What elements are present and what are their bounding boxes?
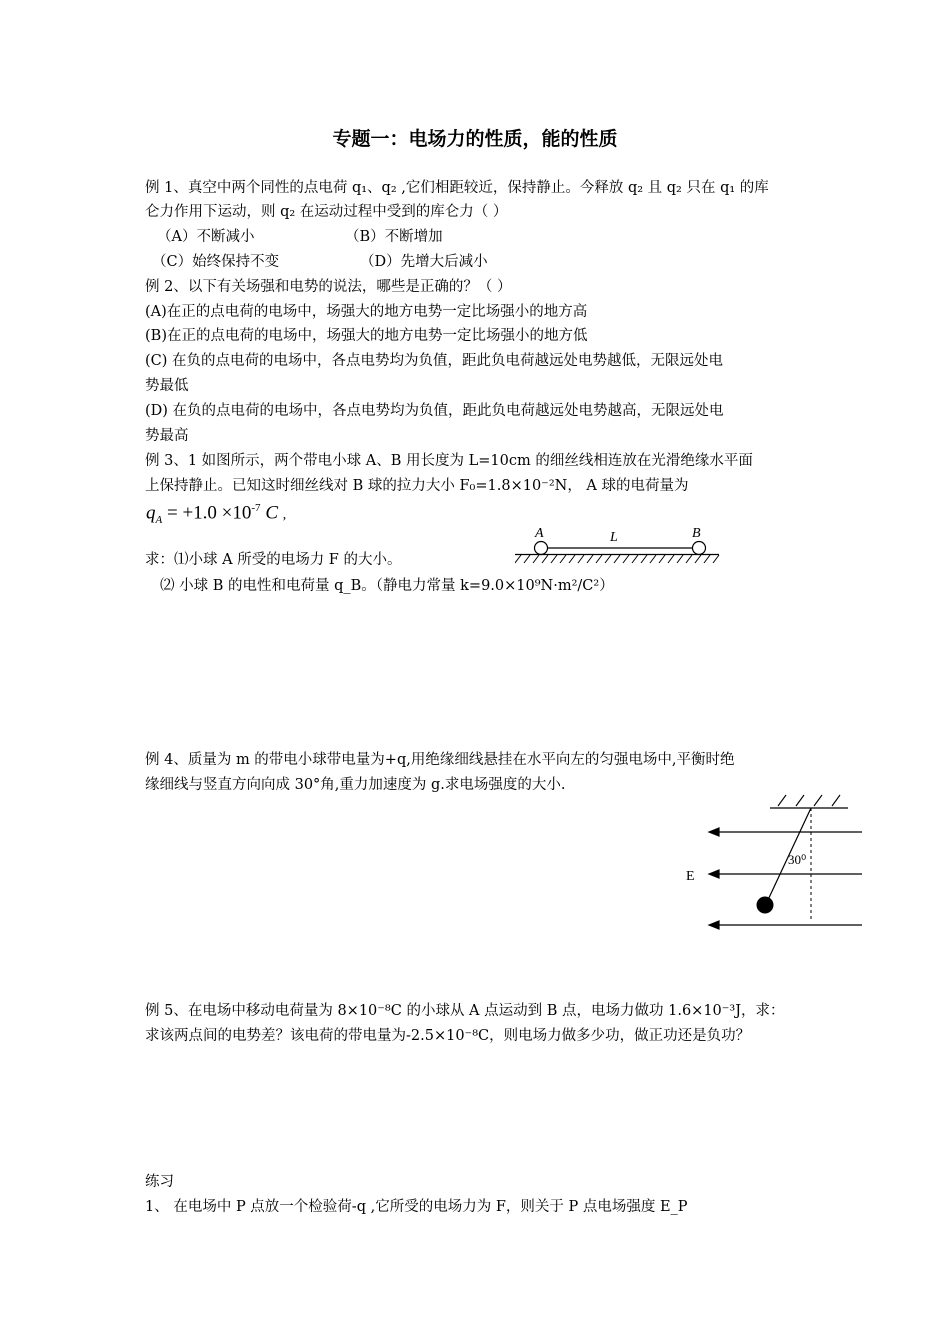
ex3-charge-formula: $q_A = +1.0 \times 10^{-7}$ C , xyxy=(146,502,287,527)
ex3-line-1: 例 3、1 如图所示，两个带电小球 A、B 用长度为 L=10cm 的细丝线相连放在光滑绝缘水平面 xyxy=(145,453,753,469)
ex2-option-c-cont: 势最低 xyxy=(145,378,189,394)
ex2-option-b: (B)在正的点电荷的电场中，场强大的地方电势一定比场强小的地方低 xyxy=(145,328,588,344)
ex3-question-2: ⑵ 小球 B 的电性和电荷量 q_B。（静电力常量 k=9.0×10⁹N·m²/C²） xyxy=(160,578,614,594)
ex1-option-d: （D）先增大后减小 xyxy=(360,254,488,270)
ex4-line-2: 缘细线与竖直方向向成 30°角,重力加速度为 g.求电场强度的大小. xyxy=(145,777,566,793)
ex1-option-c: （C）始终保持不变 xyxy=(152,254,280,270)
practice-heading: 练习 xyxy=(145,1174,174,1190)
practice-question-1: 1、 在电场中 P 点放一个检验荷-q ,它所受的电场力为 F，则关于 P 点电场强度 E_P xyxy=(145,1199,688,1215)
angle-label: 30⁰ xyxy=(788,852,807,867)
ex1-option-a: （A）不断减小 xyxy=(157,229,255,245)
ex1-line-1: 例 1、真空中两个同性的点电荷 q₁、q₂ ,它们相距较近，保持静止。今释放 q₂ 且 q₂ 只在 q₁ 的库 xyxy=(145,180,769,196)
hanging-ball-icon xyxy=(757,897,774,914)
ex1-option-b: （B）不断增加 xyxy=(345,229,443,245)
ex3-line-2: 上保持静止。已知这时细丝线对 B 球的拉力大小 F₀=1.8×10⁻²N， A 球的电荷量为 xyxy=(145,478,689,494)
ex3-figure xyxy=(515,520,725,566)
ex1-line-2: 仑力作用下运动，则 q₂ 在运动过程中受到的库仑力（ ） xyxy=(145,204,508,220)
field-label-e: E xyxy=(686,869,695,884)
ball-a-icon xyxy=(535,542,548,555)
ex4-line-1: 例 4、质量为 m 的带电小球带电量为+q,用绝缘细线悬挂在水平向左的匀强电场中,平衡时绝 xyxy=(145,752,735,768)
ex2-option-c: (C) 在负的点电荷的电场中，各点电势均为负值，距此负电荷越远处电势越低，无限远处电 xyxy=(145,353,724,369)
ex2-line-1: 例 2、以下有关场强和电势的说法，哪些是正确的？（ ） xyxy=(145,279,512,295)
label-b: B xyxy=(692,526,701,541)
ex5-line-1: 例 5、在电场中移动电荷量为 8×10⁻⁸C 的小球从 A 点运动到 B 点，电场力做功 1.6×10⁻³J，求： xyxy=(145,1003,785,1019)
field-arrows xyxy=(709,828,862,929)
label-l: L xyxy=(610,530,618,545)
ex4-figure xyxy=(680,790,870,935)
ex3-question-1: 求：⑴小球 A 所受的电场力 F 的大小。 xyxy=(145,552,402,568)
ex2-option-d: (D) 在负的点电荷的电场中，各点电势均为负值，距此负电荷越远处电势越高，无限远处电 xyxy=(145,403,724,419)
ex2-option-a: (A)在正的点电荷的电场中，场强大的地方电势一定比场强小的地方高 xyxy=(145,304,588,320)
ball-b-icon xyxy=(693,542,706,555)
label-a: A xyxy=(535,526,544,541)
ex2-option-d-cont: 势最高 xyxy=(145,428,189,444)
page-title: 专题一：电场力的性质，能的性质 xyxy=(332,128,618,150)
ex5-line-2: 求该两点间的电势差？该电荷的带电量为-2.5×10⁻⁸C，则电场力做多少功，做正功还是负功？ xyxy=(145,1028,751,1044)
